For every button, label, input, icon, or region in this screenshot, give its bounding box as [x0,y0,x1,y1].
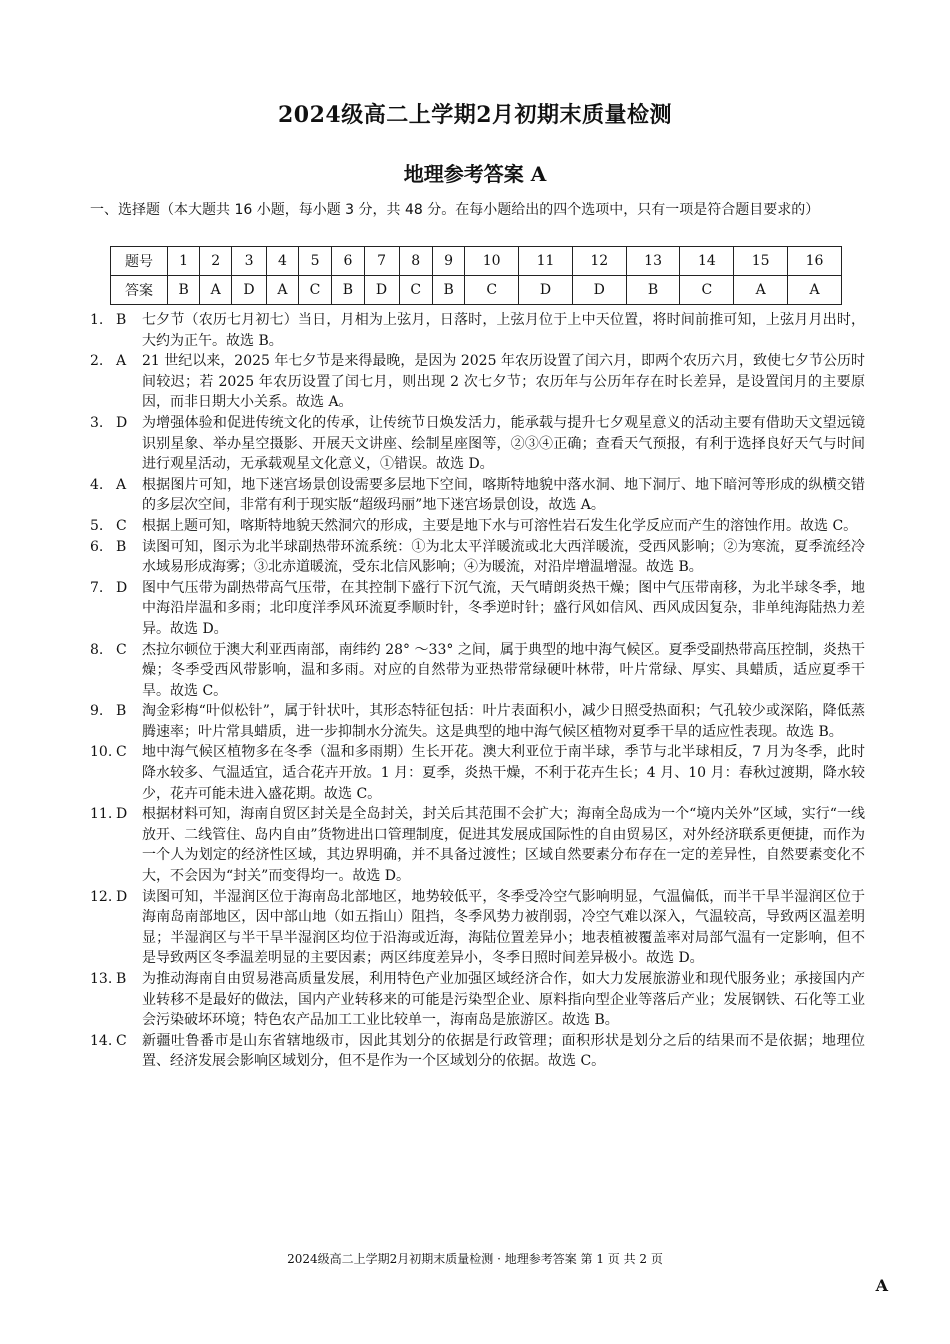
answer-letter: C [116,641,127,658]
list-item [90,804,865,886]
list-item [90,969,865,1031]
answer-letter: B [116,538,127,555]
answer-letter: D [116,888,128,905]
page-footer: 2024级高二上学期2月初期末质量检测 · 地理参考答案 第 1 页 共 2 页 [287,1252,663,1266]
table-row-label: 答案 [111,276,168,305]
explanation-text: 为增强体验和促进传统文化的传承，让传统节日焕发活力，能承载与提升七夕观星意义的活动主要有借助天文望远镜识别星象、举办星空摄影、开展天文讲座、绘制星座图等，②③④正确；查看天气预报，有利于选择良好天气与时间进行观星活动，无承载观星文化意义，①错误。故选 D。 [142,414,865,473]
question-number-cell: 5 [298,247,331,276]
answer-cell: B [433,276,465,305]
explanation-text: 淘金彩梅“叶似松针”，属于针状叶，其形态特征包括：叶片表面积小，减少日照受热面积；气孔较少或深陷，降低蒸腾速率；叶片常具蜡质，进一步抑制水分流失。这是典型的地中海气候区植物对夏季干旱的适应性表现。故选 B。 [142,703,865,740]
list-item [90,640,865,702]
explanation-text: 根据上题可知，喀斯特地貌天然洞穴的形成，主要是地下水与可溶性岩石发生化学反应而产生的溶蚀作用。故选 C。 [142,517,858,534]
question-number: 12. [90,888,113,905]
question-number-cell: 14 [680,247,734,276]
answer-letter: C [116,517,127,534]
explanation-text: 为推动海南自由贸易港高质量发展，利用特色产业加强区域经济合作，如大力发展旅游业和现代服务业；承接国内产业转移不是最好的做法，国内产业转移来的可能是污染型企业、原料指向型企业等落后产业；发展钢铁、石化等工业会污染破坏环境；特色农产品加工工业比较单一，海南岛是旅游区。故选 B。 [142,971,865,1029]
list-item [90,310,865,351]
list-item [90,887,865,969]
question-number-cell: 2 [200,247,232,276]
answer-table [110,246,842,305]
question-number: 6. [90,538,104,555]
question-number: 13. [90,971,113,987]
table-row-label: 题号 [111,247,168,276]
question-number-cell: 1 [168,247,200,276]
list-item [90,475,865,516]
explanation-text: 读图可知，图示为北半球副热带环流系统：①为北太平洋暖流或北大西洋暖流，受西风影响；②为寒流，夏季流经冷水域易形成海雾；③北赤道暖流，受东北信风影响；④为暖流，对沿岸增温增湿。故选 B。 [142,538,865,576]
question-number-cell: 9 [433,247,465,276]
answer-letter: A [116,476,127,493]
answer-cell: A [267,276,299,305]
question-number: 4. [90,476,104,493]
explanation-text: 21 世纪以来，2025 年七夕节是来得最晚，是因为 2025 年农历设置了闰六月，即两个农历六月，致使七夕节公历时间较迟；若 2025 年农历设置了闰七月，则出现 2 次七夕节；农历年与公历年存在时长差异，是设置闰月的主要原因，而非日期大小关系。故选 A。 [142,353,865,411]
answer-letter: B [116,703,127,720]
answer-cell: C [680,276,734,305]
question-number-cell: 7 [364,247,399,276]
explanation-text: 新疆吐鲁番市是山东省辖地级市，因此其划分的依据是行政管理；面积形状是划分之后的结果而不是依据；地理位置、经济发展会影响区域划分，但不是作为一个区域划分的依据。故选 C。 [142,1032,865,1070]
answer-letter: B [116,312,127,328]
page-title: 2024级高二上学期2月初期末质量检测 [277,102,673,128]
question-number-cell: 3 [232,247,267,276]
question-number: 11. [90,806,113,823]
question-number-cell: 4 [267,247,299,276]
answer-letter: D [116,414,128,431]
question-number: 7. [90,579,104,596]
answer-cell: D [519,276,573,305]
explanation-text: 图中气压带为副热带高气压带，在其控制下盛行下沉气流，天气晴朗炎热干燥；图中气压带南移，为北半球冬季，地中海沿岸温和多雨；北印度洋季风环流夏季顺时针，冬季逆时针；盛行风如信风、西风成因复杂，非单纯海陆热力差异。故选 D。 [142,579,865,637]
answer-letter: D [116,579,128,596]
answer-cell: A [788,276,842,305]
list-item [90,516,865,537]
answer-cell: C [399,276,432,305]
question-number-cell: 12 [572,247,626,276]
list-item [90,351,865,413]
question-number: 3. [90,414,104,431]
answer-cell: B [332,276,364,305]
question-number: 9. [90,703,104,720]
explanation-text: 根据材料可知，海南自贸区封关是全岛封关，封关后其范围不会扩大；海南全岛成为一个“境内关外”区域，实行“一线放开、二线管住、岛内自由”货物进出口管理制度，促进其发展成国际性的自由贸易区，对外经济联系更便捷，而作为一个人为划定的经济性区域，其边界明确，并不具备过渡性；区域自然要素分布存在一定的差异性，自然要素变化不大，不会因为“封关”而变得均一。故选 D。 [142,806,865,885]
answer-explanations [90,310,865,1072]
answer-cell: B [168,276,200,305]
question-number-cell: 15 [734,247,788,276]
answer-cell: A [200,276,232,305]
answer-cell: C [298,276,331,305]
list-item [90,413,865,475]
question-number-cell: 11 [519,247,573,276]
explanation-text: 七夕节（农历七月初七）当日，月相为上弦月，日落时，上弦月位于上中天位置，将时间前推可知，上弦月月出时，大约为正午。故选 B。 [142,312,865,349]
list-item [90,1031,865,1072]
list-item [90,578,865,640]
question-number: 8. [90,641,104,658]
explanation-text: 杰拉尔顿位于澳大利亚西南部，南纬约 28° ～33° 之间，属于典型的地中海气候区。夏季受副热带高压控制，炎热干燥；冬季受西风带影响，温和多雨。对应的自然带为亚热带常绿硬叶林带，叶片常绿、厚实、具蜡质，适应夏季干旱。故选 C。 [142,641,865,699]
page-subtitle: 地理参考答案 A [403,162,547,186]
question-number-cell: 13 [626,247,680,276]
question-number-cell: 16 [788,247,842,276]
question-number: 2. [90,353,104,370]
question-number-cell: 6 [332,247,364,276]
list-item [90,742,865,804]
list-item [90,537,865,578]
paper-version-mark: A [875,1276,888,1295]
answer-table-answer-row [111,276,842,305]
answer-cell: D [232,276,267,305]
answer-letter: C [116,1032,127,1049]
question-number-cell: 8 [399,247,432,276]
explanation-text: 地中海气候区植物多在冬季（温和多雨期）生长开花。澳大利亚位于南半球，季节与北半球相反，7 月为冬季，此时降水较多、气温适宜，适合花卉开放。1 月：夏季，炎热干燥，不利于花卉生长；4 月、10 月：春秋过渡期，降水较少，花卉可能未进入盛花期。故选 C。 [142,744,865,802]
answer-cell: D [364,276,399,305]
answer-letter: B [116,971,127,987]
question-number-cell: 10 [465,247,519,276]
list-item [90,701,865,742]
answer-cell: B [626,276,680,305]
question-number: 10. [90,744,113,761]
explanation-text: 读图可知，半湿润区位于海南岛北部地区，地势较低平，冬季受冷空气影响明显，气温偏低，而半干旱半湿润区位于海南岛南部地区，因中部山地（如五指山）阻挡，冬季风势力被削弱，冷空气难以深入，气温较高，导致两区温差明显；半湿润区与半干旱半湿润区均位于沿海或近海，海陆位置差异小；地表植被覆盖率对局部气温有一定影响，但不是导致两区冬季温差明显的主要因素；两区纬度差异小，冬季日照时间差异极小。故选 D。 [142,888,865,967]
question-number: 5. [90,517,104,534]
answer-letter: A [116,353,127,370]
question-number: 14. [90,1032,113,1049]
answer-cell: D [572,276,626,305]
section-heading: 一、选择题（本大题共 16 小题，每小题 3 分，共 48 分。在每小题给出的四个选项中，只有一项是符合题目要求的） [90,202,820,218]
answer-letter: D [116,806,128,823]
answer-cell: A [734,276,788,305]
question-number: 1. [90,312,104,328]
answer-letter: C [116,744,127,761]
answer-cell: C [465,276,519,305]
explanation-text: 根据图片可知，地下迷宫场景创设需要多层地下空间，喀斯特地貌中落水洞、地下洞厅、地下暗河等形成的纵横交错的多层次空间，非常有利于现实版“超级玛丽”地下迷宫场景创设，故选 A。 [142,476,865,514]
answer-table-number-row [111,247,842,276]
